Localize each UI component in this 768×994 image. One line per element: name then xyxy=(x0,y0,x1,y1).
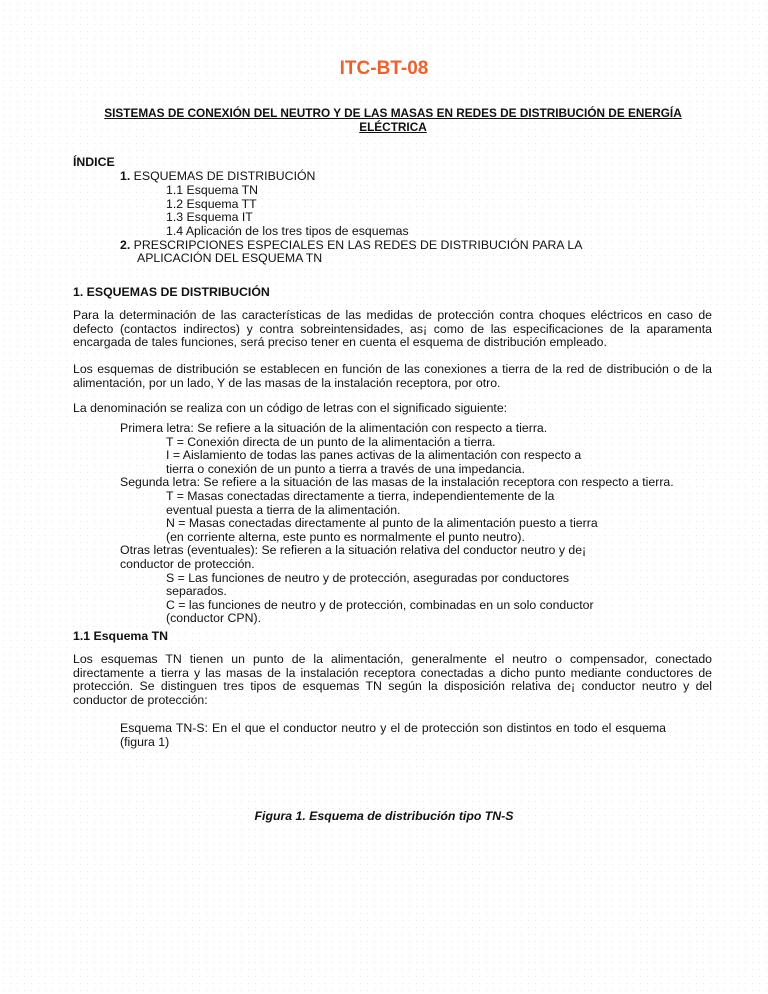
section-heading: 1. ESQUEMAS DE DISTRIBUCIÓN xyxy=(73,285,270,299)
code-line: T = Masas conectadas directamente a tierra, independientemente de la xyxy=(166,489,555,503)
code-line: Primera letra: Se refiere a la situación de la alimentación con respecto a tierra. xyxy=(120,421,548,435)
paragraph: Para la determinación de las características de las medidas de protección contra choques eléctricos en caso de defecto (contactos indirectos) y contra sobreintensidades, as¡ como de las especificaciones de la aparamenta encargada de tales funciones, será preciso tener en cuenta el esquema de distribución empleado. xyxy=(73,308,712,350)
index-heading: ÍNDICE xyxy=(73,155,115,169)
index-num: 1. xyxy=(120,169,131,183)
code-line: (en corriente alterna, este punto es normalmente el punto neutro). xyxy=(166,530,525,544)
document-title: ITC-BT-08 xyxy=(339,58,429,79)
code-line: tierra o conexión de un punto a tierra a través de una impedancia. xyxy=(166,462,525,476)
section-heading: 1.1 Esquema TN xyxy=(73,629,168,643)
paragraph: Los esquemas de distribución se establecen en función de las conexiones a tierra de la red de distribución o de la alimentación, por un lado, Y de las masas de la instalación receptora, por otro. xyxy=(73,362,712,390)
code-line: T = Conexión directa de un punto de la alimentación a tierra. xyxy=(166,435,496,449)
index-item-2[interactable] xyxy=(120,238,582,252)
index-text: ESQUEMAS DE DISTRIBUCIÓN xyxy=(130,169,316,183)
code-line: separados. xyxy=(166,584,227,598)
index-item-1-3[interactable]: 1.3 Esquema IT xyxy=(166,210,253,224)
code-line: Otras letras (eventuales): Se refieren a la situación relativa del conductor neutro y de¡ xyxy=(120,543,587,557)
code-line: (conductor CPN). xyxy=(166,611,261,625)
index-num: 2. xyxy=(120,238,131,252)
figure-caption: Figura 1. Esquema de distribución tipo TN-S xyxy=(254,809,514,823)
document-subtitle: SISTEMAS DE CONEXIÓN DEL NEUTRO Y DE LAS MASAS EN REDES DE DISTRIBUCIÓN DE ENERGÍA ELÉCTRICA xyxy=(104,106,682,134)
index-item-1-2[interactable]: 1.2 Esquema TT xyxy=(166,197,257,211)
code-line: conductor de protección. xyxy=(120,557,255,571)
index-item-2-cont[interactable]: APLICACIÓN DEL ESQUEMA TN xyxy=(137,251,323,265)
code-line: S = Las funciones de neutro y de protección, aseguradas por conductores xyxy=(166,571,569,585)
code-line: Segunda letra: Se refiere a la situación de las masas de la instalación receptora con respecto a tierra. xyxy=(120,475,674,489)
paragraph: Esquema TN-S: En el que el conductor neutro y el de protección son distintos en todo el esquema (figura 1) xyxy=(120,721,666,749)
index-item-1-1[interactable]: 1.1 Esquema TN xyxy=(166,183,259,197)
code-line: eventual puesta a tierra de la alimentación. xyxy=(166,503,401,517)
index-item-1-4[interactable]: 1.4 Aplicación de los tres tipos de esquemas xyxy=(166,224,409,238)
paragraph: Los esquemas TN tienen un punto de la alimentación, generalmente el neutro o compensador, conectado directamente a tierra y las masas de la instalación receptora conectadas a dicho punto mediante conductores de protección. Se distinguen tres tipos de esquemas TN según la disposición relativa de¡ conductor neutro y del conductor de protección: xyxy=(73,652,712,708)
code-line: I = Aislamiento de todas las panes activas de la alimentación con respecto a xyxy=(166,448,582,462)
code-line: C = las funciones de neutro y de protección, combinadas en un solo conductor xyxy=(166,598,594,612)
index-item-1[interactable] xyxy=(120,169,315,183)
paragraph: La denominación se realiza con un código de letras con el significado siguiente: xyxy=(73,401,508,415)
index-text: PRESCRIPCIONES ESPECIALES EN LAS REDES DE DISTRIBUCIÓN PARA LA xyxy=(130,238,583,252)
code-line: N = Masas conectadas directamente al punto de la alimentación puesto a tierra xyxy=(166,516,598,530)
